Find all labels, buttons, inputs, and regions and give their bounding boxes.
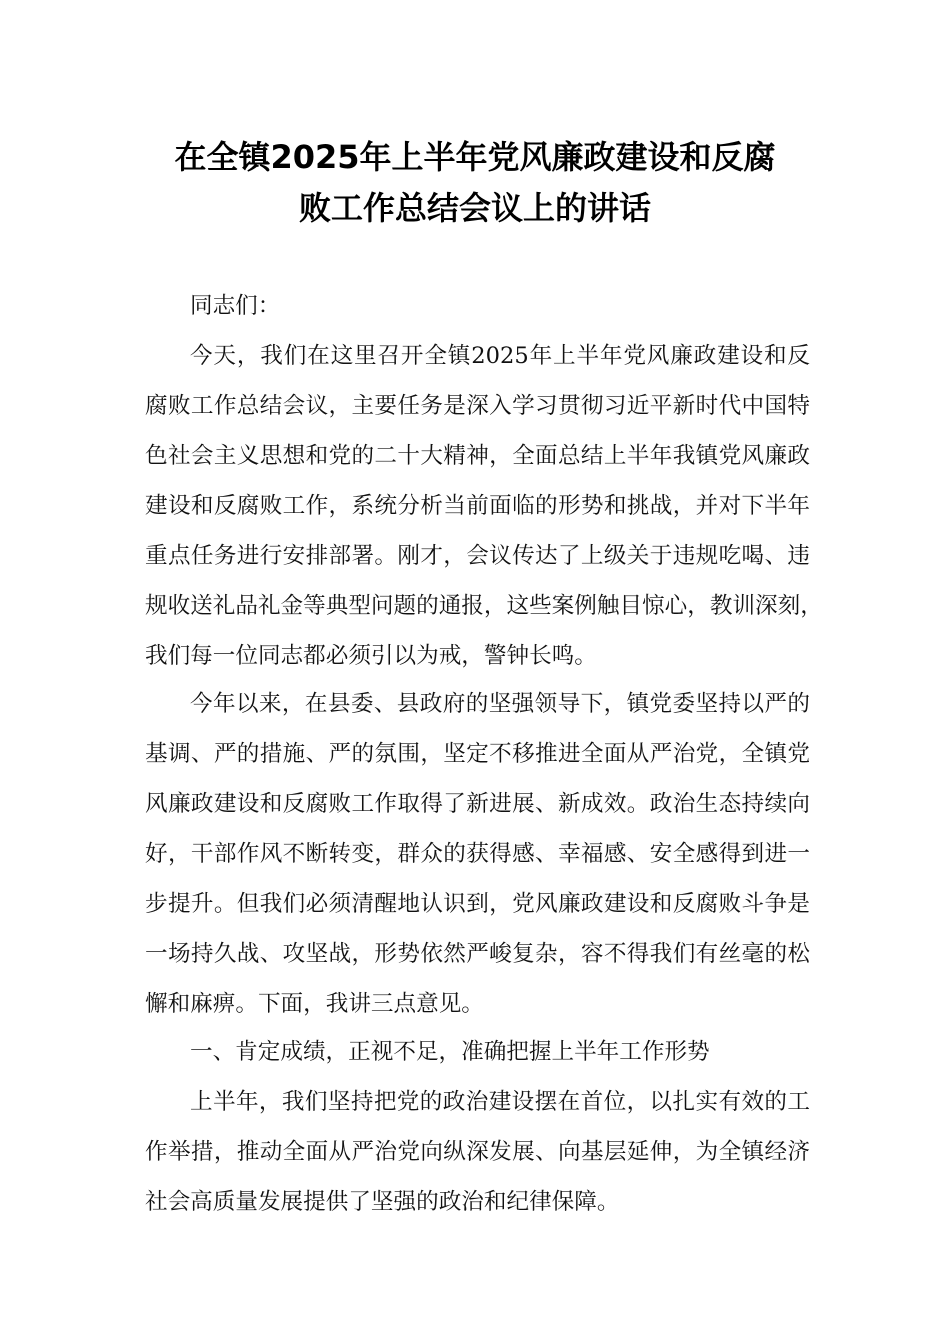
paragraph-1-line-4: 建设和反腐败工作，系统分析当前面临的形势和挑战，并对下半年 [145, 493, 810, 519]
salutation: 同志们： [190, 293, 281, 319]
paragraph-3-line-2: 作举措，推动全面从严治党向纵深发展、向基层延伸，为全镇经济 [145, 1139, 810, 1165]
paragraph-3-line-3: 社会高质量发展提供了坚强的政治和纪律保障。 [145, 1189, 620, 1215]
paragraph-1-line-6: 规收送礼品礼金等典型问题的通报，这些案例触目惊心，教训深刻， [145, 593, 823, 619]
paragraph-3-line-1: 上半年，我们坚持把党的政治建设摆在首位，以扎实有效的工 [190, 1089, 810, 1115]
paragraph-1-line-5: 重点任务进行安排部署。刚才，会议传达了上级关于违规吃喝、违 [145, 543, 810, 569]
paragraph-2-line-7: 懈和麻痹。下面，我讲三点意见。 [145, 991, 484, 1017]
paragraph-2-line-3: 风廉政建设和反腐败工作取得了新进展、新成效。政治生态持续向 [145, 791, 810, 817]
paragraph-2-line-5: 步提升。但我们必须清醒地认识到，党风廉政建设和反腐败斗争是 [145, 891, 810, 917]
paragraph-1-line-3: 色社会主义思想和党的二十大精神，全面总结上半年我镇党风廉政 [145, 443, 810, 469]
paragraph-1-line-7: 我们每一位同志都必须引以为戒，警钟长鸣。 [145, 643, 597, 669]
paragraph-2-line-4: 好，干部作风不断转变，群众的获得感、幸福感、安全感得到进一 [145, 841, 810, 867]
paragraph-2-line-1: 今年以来，在县委、县政府的坚强领导下，镇党委坚持以严的 [190, 691, 810, 717]
paragraph-2-line-2: 基调、严的措施、严的氛围，坚定不移推进全面从严治党，全镇党 [145, 741, 810, 767]
paragraph-2-line-6: 一场持久战、攻坚战，形势依然严峻复杂，容不得我们有丝毫的松 [145, 941, 810, 967]
paragraph-1-line-2: 腐败工作总结会议，主要任务是深入学习贯彻习近平新时代中国特 [145, 393, 810, 419]
paragraph-1-line-1: 今天，我们在这里召开全镇2025年上半年党风廉政建设和反 [190, 343, 810, 369]
document-title-line-2: 败工作总结会议上的讲话 [298, 189, 651, 227]
section-heading-1: 一、肯定成绩，正视不足，准确把握上半年工作形势 [190, 1039, 710, 1065]
document-title-line-1: 在全镇2025年上半年党风廉政建设和反腐 [174, 138, 776, 176]
